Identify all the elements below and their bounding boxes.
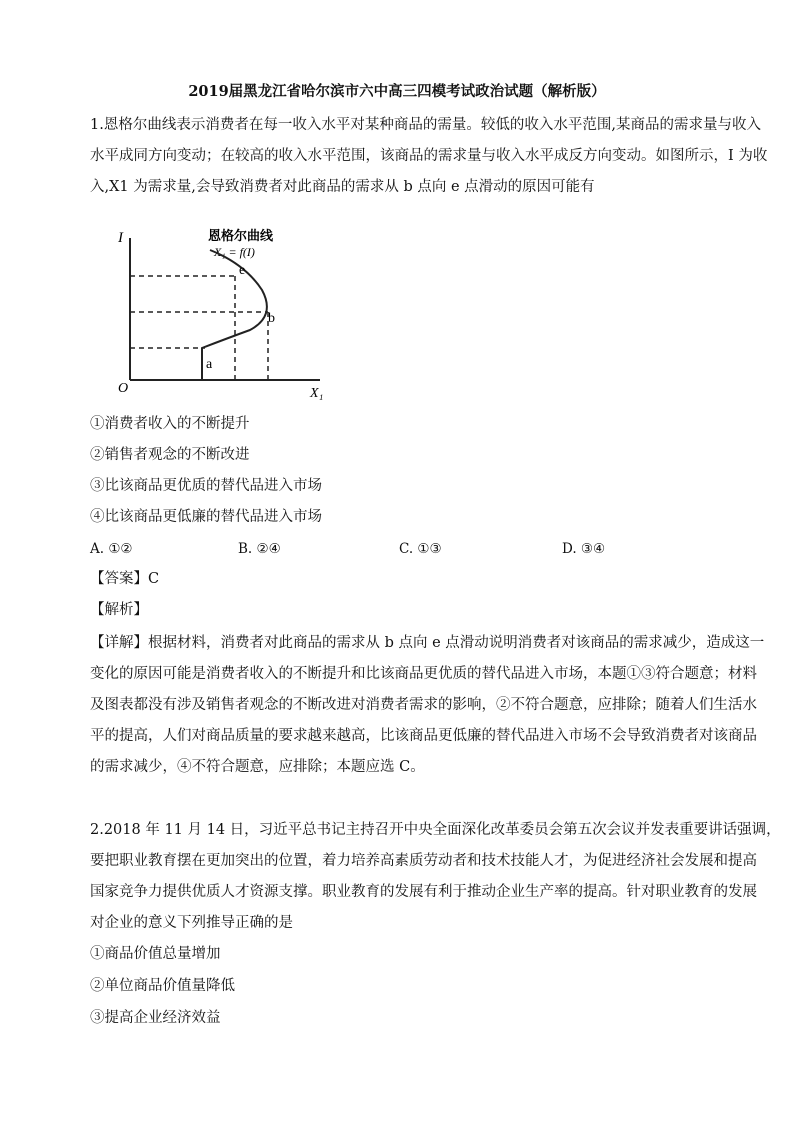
q1-option-b: B. ②④ [238, 541, 281, 557]
q1-detail-line-5: 的需求减少，④不符合题意，应排除；本题应选 C。 [90, 759, 425, 775]
figure-title: 恩格尔曲线 [208, 229, 274, 244]
q1-detail-line-3: 及图表都没有涉及销售者观念的不断改进对消费者需求的影响，②不符合题意，应排除；随着人们生活水 [90, 697, 757, 713]
q1-stem-line-2: 水平成同方向变动；在较高的收入水平范围，该商品的需求量与收入水平成反方向变动。如图所示，I 为收 [90, 148, 768, 164]
q1-option-c: C. ①③ [399, 541, 442, 557]
q1-analysis-heading: 【解析】 [90, 602, 148, 618]
curve-function-label: X₁ = f(I) [214, 245, 255, 259]
point-e-label: e [239, 263, 246, 278]
document-title: 2019届黑龙江省哈尔滨市六中高三四模考试政治试题（解析版） [188, 83, 606, 100]
q1-stem-line-1: 1.恩格尔曲线表示消费者在每一收入水平对某种商品的需量。较低的收入水平范围,某商品的需求量与收入 [90, 117, 761, 133]
q1-option-d: D. ③④ [562, 541, 606, 557]
point-a-label: a [206, 357, 213, 372]
q1-stem-line-3: 入,X1 为需求量,会导致消费者对此商品的需求从 b 点向 e 点滑动的原因可能有 [90, 179, 595, 195]
engel-curve-diagram [110, 220, 340, 405]
q1-answer: 【答案】C [90, 571, 160, 587]
q2-stem-line-4: 对企业的意义下列推导正确的是 [90, 915, 293, 931]
q1-item-3: ③比该商品更优质的替代品进入市场 [90, 478, 322, 494]
q2-item-3: ③提高企业经济效益 [90, 1010, 221, 1026]
q1-detail-line-2: 变化的原因可能是消费者收入的不断提升和比该商品更优质的替代品进入市场，本题①③符合题意；材料 [90, 666, 757, 682]
q1-item-4: ④比该商品更低廉的替代品进入市场 [90, 509, 322, 525]
q1-option-a: A. ①② [90, 541, 133, 557]
origin-label: O [118, 381, 129, 396]
q1-detail-line-1: 【详解】根据材料，消费者对此商品的需求从 b 点向 e 点滑动说明消费者对该商品的需求减少，造成这一 [90, 635, 765, 651]
q1-detail-line-4: 平的提高，人们对商品质量的要求越来越高，比该商品更低廉的替代品进入市场不会导致消费者对该商品 [90, 728, 757, 744]
q1-item-2: ②销售者观念的不断改进 [90, 447, 250, 463]
q2-stem-line-2: 要把职业教育摆在更加突出的位置，着力培养高素质劳动者和技术技能人才，为促进经济社会发展和提高 [90, 853, 757, 869]
q2-item-2: ②单位商品价值量降低 [90, 978, 235, 994]
x-axis-label: X₁ [310, 386, 324, 401]
y-axis-label: I [118, 230, 123, 246]
engel-curve-figure [110, 220, 340, 405]
point-b-label: b [268, 311, 275, 326]
q1-item-1: ①消费者收入的不断提升 [90, 416, 250, 432]
q2-stem-line-3: 国家竞争力提供优质人才资源支撑。职业教育的发展有利于推动企业生产率的提高。针对职业教育的发展 [90, 884, 757, 900]
q2-stem-line-1: 2.2018 年 11 月 14 日，习近平总书记主持召开中央全面深化改革委员会第五次会议并发表重要讲话强调， [90, 822, 781, 838]
q2-item-1: ①商品价值总量增加 [90, 946, 221, 962]
